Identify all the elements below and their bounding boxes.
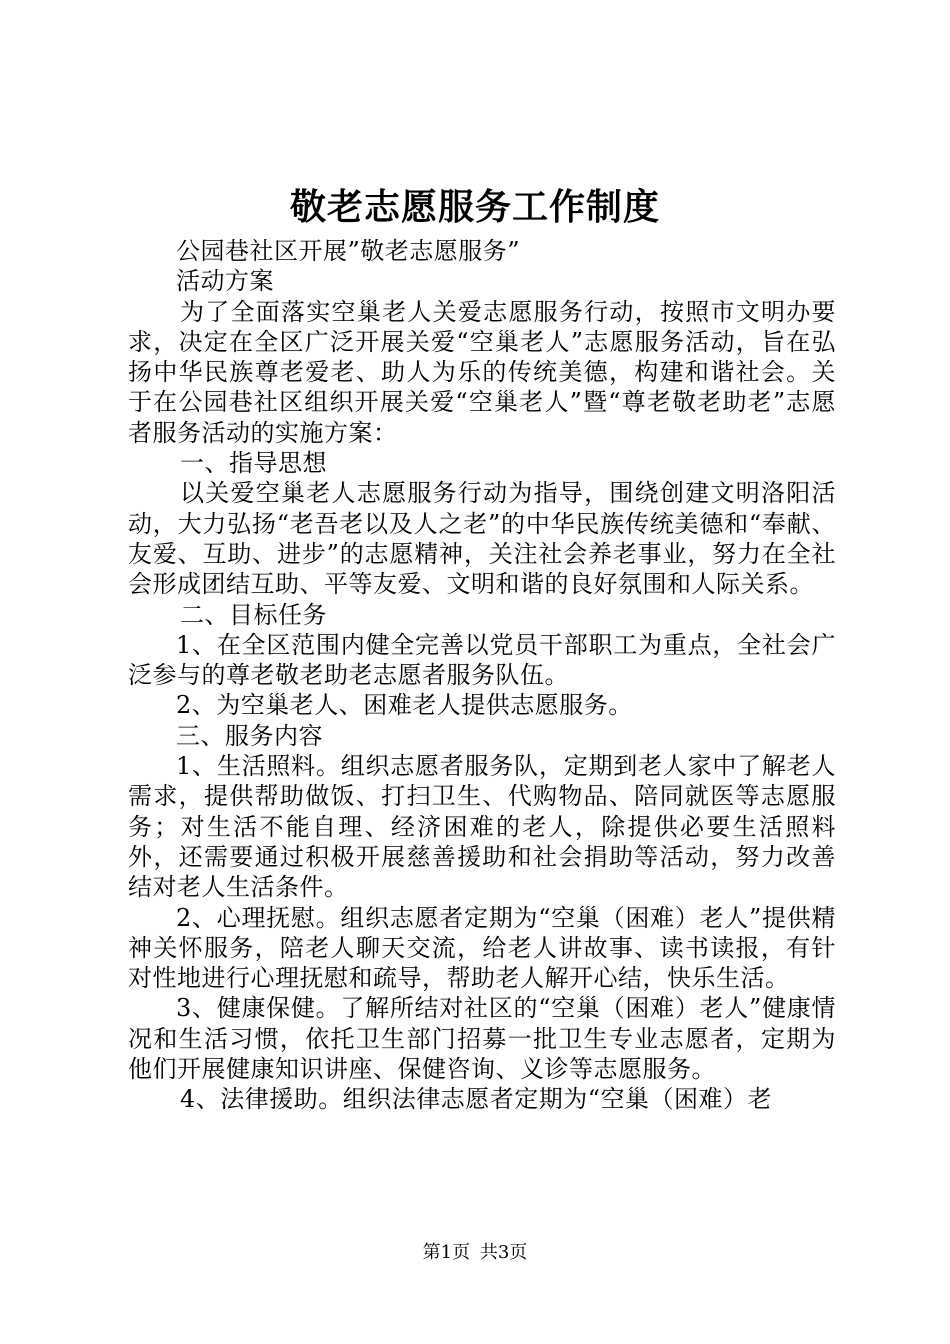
page-total: 共3页	[479, 1242, 528, 1263]
heading-guiding-thought: 一、指导思想	[180, 449, 327, 478]
document-title: 敬老志愿服务工作制度	[289, 187, 660, 228]
paragraph-service-2: 2、心理抚慰。组织志愿者定期为“空巢（困难）老人”提供精神关怀服务，陪老人聊天交流，给老人讲故事、读书读报，有针对性地进行心理抚慰和疏导，帮助老人解开心结，快乐生活。	[128, 903, 836, 993]
paragraph-subtitle-line-1: 公园巷社区开展”敬老志愿服务”	[176, 237, 521, 265]
heading-goals: 二、目标任务	[180, 600, 327, 629]
paragraph-service-4: 4、法律援助。组织法律志愿者定期为“空巢（困难）老	[180, 1085, 773, 1114]
paragraph-subtitle-line-2: 活动方案	[176, 267, 274, 296]
paragraph-guiding-thought: 以关爱空巢老人志愿服务行动为指导，围绕创建文明洛阳活动，大力弘扬“老吾老以及人之老”的中华民族传统美德和“奉献、友爱、互助、进步”的志愿精神，关注社会养老事业，努力在全社会形成团结互助、平等友爱、文明和谐的良好氛围和人际关系。	[128, 479, 836, 599]
paragraph-goal-2: 2、为空巢老人、困难老人提供志愿服务。	[176, 691, 633, 720]
document-body	[128, 236, 836, 1115]
paragraph-goal-1: 1、在全区范围内健全完善以党员干部职工为重点，全社会广泛参与的尊老敬老助老志愿者服务队伍。	[128, 630, 836, 690]
page-number: 第1页	[422, 1242, 471, 1263]
heading-service-content: 三、服务内容	[176, 721, 323, 750]
paragraph-service-1: 1、生活照料。组织志愿者服务队，定期到老人家中了解老人需求，提供帮助做饭、打扫卫生、代购物品、陪同就医等志愿服务；对生活不能自理、经济困难的老人，除提供必要生活照料外，还需要通过积极开展慈善援助和社会捐助等活动，努力改善结对老人生活条件。	[128, 752, 836, 902]
paragraph-intro: 为了全面落实空巢老人关爱志愿服务行动，按照市文明办要求，决定在全区广泛开展关爱“空巢老人”志愿服务活动，旨在弘扬中华民族尊老爱老、助人为乐的传统美德，构建和谐社会。关于在公园巷社区组织开展关爱“空巢老人”暨“尊老敬老助老”志愿者服务活动的实施方案：	[128, 297, 836, 447]
paragraph-service-3: 3、健康保健。了解所结对社区的“空巢（困难）老人”健康情况和生活习惯，依托卫生部门招募一批卫生专业志愿者，定期为他们开展健康知识讲座、保健咨询、义诊等志愿服务。	[128, 994, 836, 1084]
page-footer	[0, 1241, 950, 1265]
